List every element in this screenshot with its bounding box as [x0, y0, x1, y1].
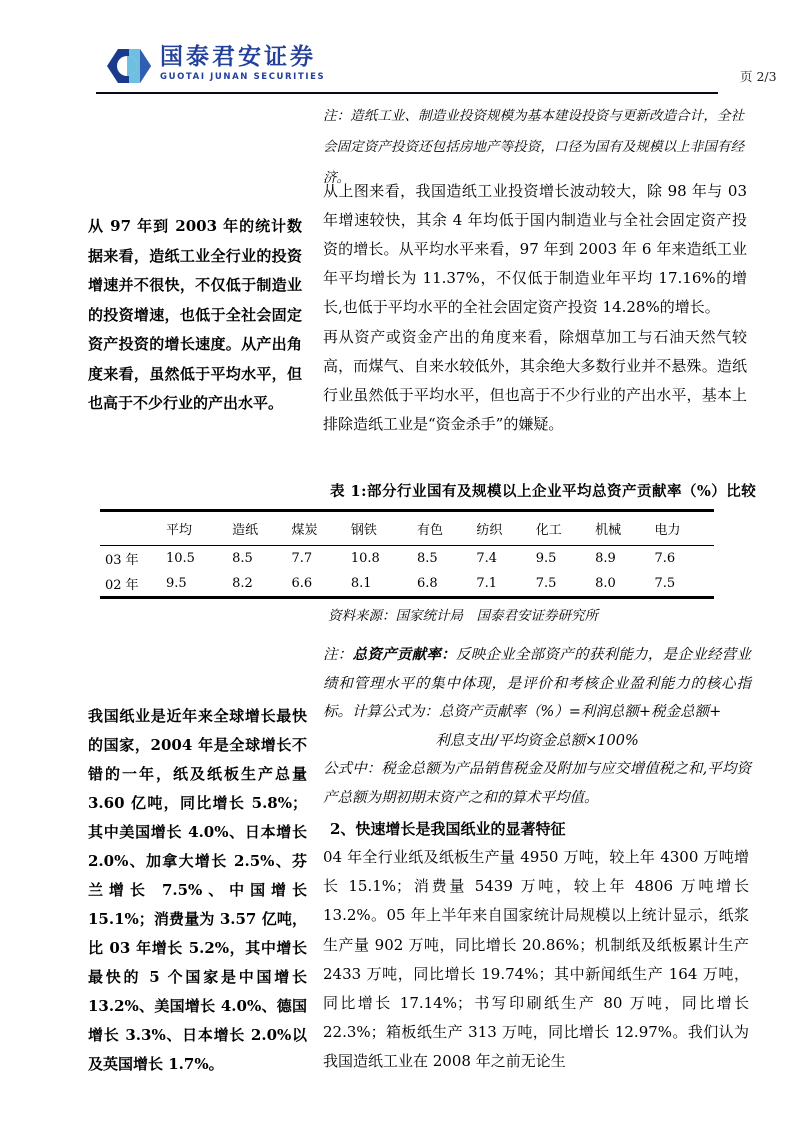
table-column-header: 机械	[595, 511, 654, 546]
table-cell: 10.8	[350, 551, 380, 567]
section-2-heading: 2、快速增长是我国纸业的显著特征	[330, 820, 566, 838]
brand-text	[160, 46, 325, 82]
table-cell: 8.2	[232, 576, 253, 592]
table-footnote-tail: 公式中：税金总额为产品销售税金及附加与应交增值税之和,平均资产总额为期初期末资产之和的算术平均值。	[323, 761, 751, 806]
table-cell: 8.5	[232, 551, 253, 567]
table-column-header: 造纸	[232, 511, 291, 546]
body-paragraph-2: 再从资产或资金产出的角度来看，除烟草加工与石油天然气较高，而煤气、自来水较低外，其余绝大多数行业并不悬殊。造纸行业虽然低于平均水平，但也高于不少行业的产出水平，基本上排除造纸工业是“资金杀手”的嫌疑。	[323, 328, 747, 433]
table-cell: 7.7	[291, 551, 313, 567]
table-column-header: 纺织	[476, 511, 535, 546]
table-cell: 10.5	[166, 551, 195, 567]
table-cell: 8.0	[595, 576, 616, 592]
brand-name-cn: 国泰君安证券	[160, 44, 316, 70]
contribution-rate-table	[100, 509, 714, 599]
table-cell: 9.5	[166, 576, 187, 592]
table-cell: 7.6	[654, 551, 676, 567]
header-divider	[96, 92, 718, 94]
table-column-header: 煤炭	[291, 511, 350, 546]
table-footnote-prefix: 注：	[323, 647, 353, 663]
figure-footnote: 注：造纸工业、制造业投资规模为基本建设投资与更新改造合计，全社会固定资产投资还包括房地产等投资，口径为国有及规模以上非国有经济。	[323, 108, 744, 186]
brand-name-en: GUOTAI JUNAN SECURITIES	[160, 72, 326, 82]
table-cell: 7.5	[654, 576, 676, 592]
table-source: 资料来源：国家统计局 国泰君安证券研究所	[328, 608, 598, 624]
table-cell: 7.1	[476, 576, 498, 592]
table-cell: 6.8	[416, 576, 438, 592]
margin-note-investment: 从 97 年到 2003 年的统计数据来看，造纸工业全行业的投资增速并不很快，不仅低于制造业的投资增速，也低于全社会固定资产投资的增长速度。从产出角度来看，虽然低于平均水平，但也高于不少行业的产出水平。	[88, 217, 302, 412]
table-cell: 8.9	[595, 551, 616, 567]
table-footnote-term: 总资产贡献率：	[352, 646, 456, 663]
table-row-label: 03 年	[105, 553, 139, 569]
section-2-paragraph: 04 年全行业纸及纸板生产量 4950 万吨，较上年 4300 万吨增长 15.1%；消费量 5439 万吨，较上年 4806 万吨增长 13.2%。05 年上半年来自国家统计局规模以上统计显示，纸浆生产量 902 万吨，同比增长 20.86%；机制纸及纸板累计生产 2433 万吨，同比增长 19.74%；其中新闻纸生产 164 万吨，同比增长 17.14%；书写印刷纸生产 80 万吨，同比增长 22.3%；箱板纸生产 313 万吨，同比增长 12.97%。我们认为我国造纸工业在 2008 年之前无论生	[323, 848, 749, 1071]
table-column-header: 化工	[536, 511, 595, 546]
table-row	[100, 572, 714, 598]
margin-note-global-growth: 我国纸业是近年来全球增长最快的国家，2004 年是全球增长不错的一年，纸及纸板生产总量 3.60 亿吨，同比增长 5.8%；其中美国增长 4.0%、日本增长 2.0%、加拿大增长 2.5%、芬兰增长 7.5%、中国增长 15.1%；消费量为 3.57 亿吨，比 03 年增长 5.2%，其中增长最快的 5 个国家是中国增长 13.2%、美国增长 4.0%、德国增长 3.3%、日本增长 2.0%以及英国增长 1.7%。	[88, 707, 307, 1073]
table-cell: 6.6	[291, 576, 313, 592]
table-footnote	[323, 641, 751, 812]
table-cell: 7.4	[476, 551, 498, 567]
table-title: 表 1:部分行业国有及规模以上企业平均总资产贡献率（%）比较	[330, 483, 757, 500]
table-column-header: 有色	[417, 511, 476, 546]
table-header-row	[100, 511, 714, 546]
table-column-header: 平均	[166, 511, 232, 546]
brand-logo	[107, 46, 325, 86]
table-cell: 7.5	[535, 576, 557, 592]
table-row	[100, 546, 714, 572]
table-column-header: 钢铁	[351, 511, 417, 546]
table-column-header: 电力	[655, 511, 714, 546]
table-body	[100, 546, 714, 598]
guotai-junan-logo-icon	[107, 46, 151, 86]
table-cell: 8.1	[350, 576, 372, 592]
table-cell: 9.5	[535, 551, 557, 567]
table-footnote-body: 反映企业全部资产的获利能力，是企业经营业绩和管理水平的集中体现，是评价和考核企业盈利能力的核心指标。计算公式为：总资产贡献率（%）=利润总额+税金总额+	[323, 647, 752, 720]
page-number: 页 2/3	[740, 69, 777, 84]
body-paragraph-1: 从上图来看，我国造纸工业投资增长波动较大，除 98 年与 03 年增速较快，其余 4 年均低于国内制造业与全社会固定资产投资的增长。从平均水平来看，97 年到 2003 年 6 年来造纸工业年平均增长为 11.37%，不仅低于制造业年平均 17.16%的增长,也低于平均水平的全社会固定资产投资 14.28%的增长。	[323, 182, 747, 316]
table-column-header	[100, 511, 166, 546]
table-footnote-formula: 利息支出/平均资金总额×100%	[435, 732, 639, 749]
table-row-label: 02 年	[105, 578, 139, 594]
table-cell: 8.5	[416, 551, 438, 567]
